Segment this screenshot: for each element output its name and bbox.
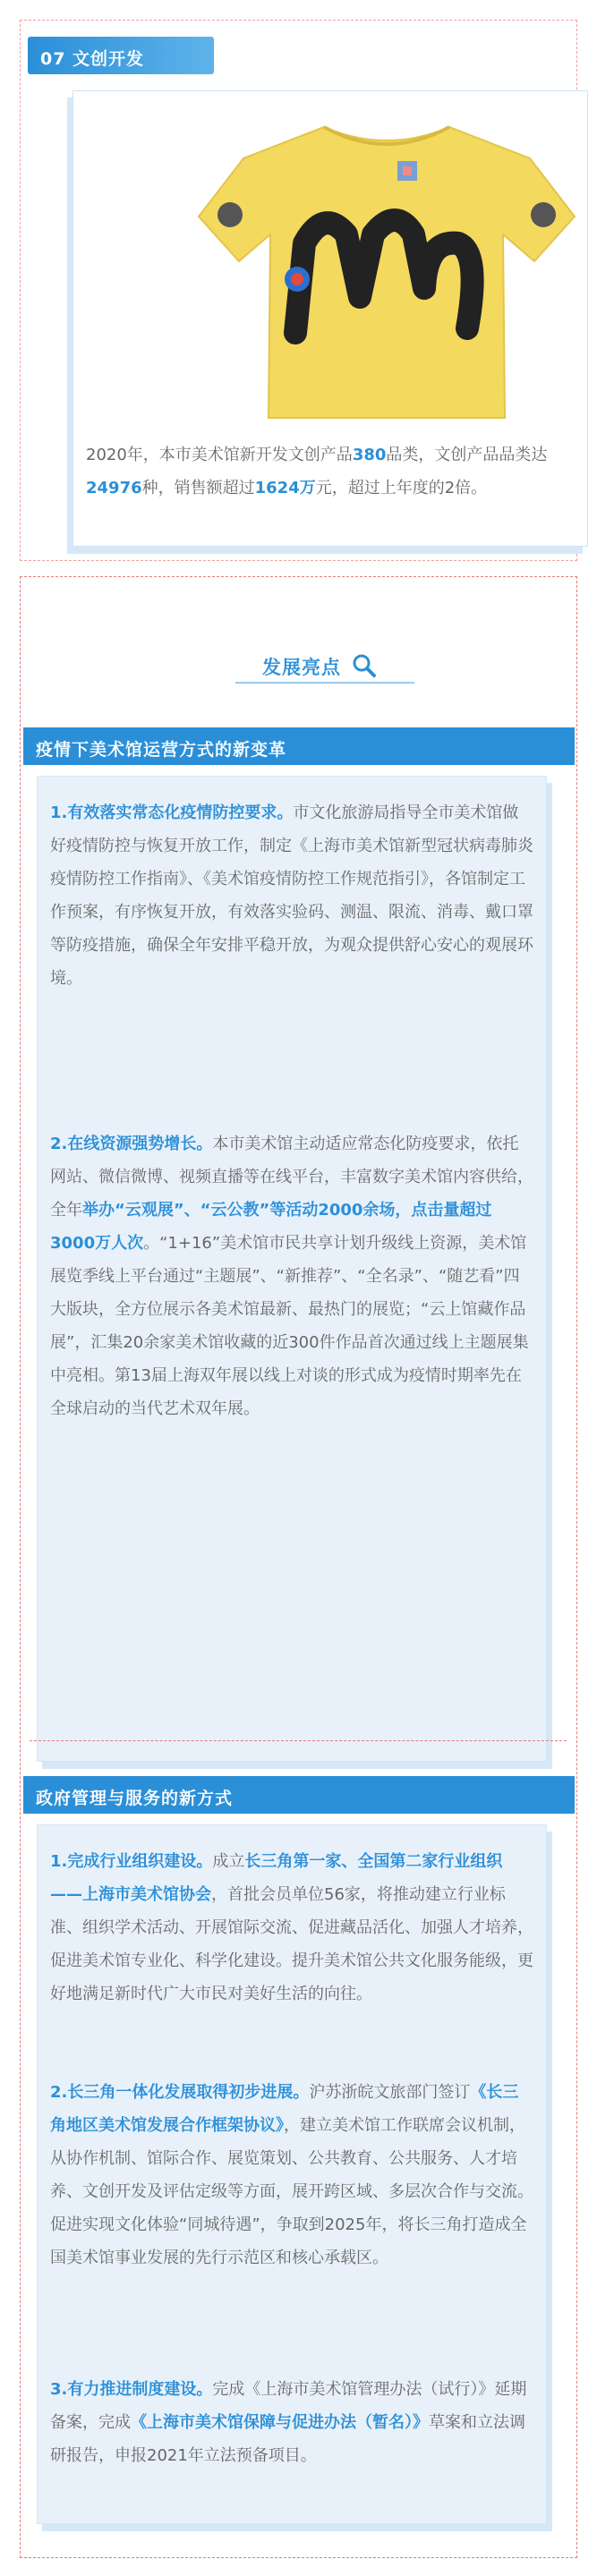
section-title: 07 文创开发 <box>40 49 145 69</box>
product-card <box>72 90 588 547</box>
highlights-container <box>20 576 577 2558</box>
paragraph-yangtze-delta: 2.长三角一体化发展取得初步进展。沪苏浙皖文旅部门签订《长三角地区美术馆发展合作框架协议》，建立美术馆工作联席会议机制，从协作机制、馆际合作、展览策划、公共教育、公共服务、人才培养、文创开发及评估定级等方面，展开跨区域、多层次合作与交流。促进实现文化体验“同城待遇”，争取到2025年，将长三角打造成全国美术馆事业发展的先行示范区和核心承载区。 <box>50 2083 533 2267</box>
section-cultural-products <box>20 20 577 561</box>
paragraph-institution-building: 3.有力推进制度建设。完成《上海市美术馆管理办法（试行）》延期备案，完成《上海市美术馆保障与促进办法（暂名）》草案和立法调研报告，申报2021年立法预备项目。 <box>50 2380 527 2465</box>
content-panel <box>37 776 547 1762</box>
cultural-products-paragraph: 2020年，本市美术馆新开发文创产品380品类，文创产品品类达24976种，销售额超过1624万元，超过上年度的2倍。 <box>86 446 548 497</box>
highlights-title: 发展亮点 <box>262 657 341 678</box>
content-panel <box>37 1824 547 2524</box>
paragraph-epidemic-control: 1.有效落实常态化疫情防控要求。市文化旅游局指导全市美术馆做好疫情防控与恢复开放工作，制定《上海市美术馆新型冠状病毒肺炎疫情防控工作指南》、《美术馆疫情防控工作规范指引》，各馆制定工作预案，有序恢复开放，有效落实验码、测温、限流、消毒、戴口罩等防疫措施，确保全年安排平稳开放，为观众提供舒心安心的观展环境。 <box>50 803 533 988</box>
subsection-title: 疫情下美术馆运营方式的新变革 <box>36 740 287 760</box>
paragraph-industry-organization: 1.完成行业组织建设。成立长三角第一家、全国第二家行业组织——上海市美术馆协会，首批会员单位56家，将推动建立行业标准、组织学术活动、开展馆际交流、促进藏品活化、加强人才培养，促进美术馆专业化、科学化建设。提升美术馆公共文化服务能级，更好地满足新时代广大市民对美好生活的向往。 <box>50 1852 533 2003</box>
magnifier-icon <box>352 653 377 678</box>
section-divider <box>30 1740 567 1741</box>
subsection-title: 政府管理与服务的新方式 <box>36 1789 234 1808</box>
paragraph-online-resources: 2.在线资源强势增长。本市美术馆主动适应常态化防疫要求，依托网站、微信微博、视频直播等在线平台，丰富数字美术馆内容供给，全年举办“云观展”、“云公教”等活动2000余场，点击量超过3000万人次。“1+16”美术馆市民共享计划升级线上资源，美术馆展览季线上平台通过“主题展”、“新推荐”、“全名录”、“随艺看”四大版块，全方位展示各美术馆最新、最热门的展览；“云上馆藏作品展”，汇集20余家美术馆收藏的近300件作品首次通过线上主题展集中亮相。第13届上海双年展以线上对谈的形式成为疫情时期率先在全球启动的当代艺术双年展。 <box>50 1135 533 1418</box>
subsection-header-bar <box>23 1776 575 1814</box>
tshirt-product-image <box>190 109 584 431</box>
subsection-header-bar <box>23 727 575 765</box>
heading-underline <box>235 682 414 684</box>
highlights-heading <box>235 653 414 698</box>
section-header-bar <box>28 37 214 74</box>
